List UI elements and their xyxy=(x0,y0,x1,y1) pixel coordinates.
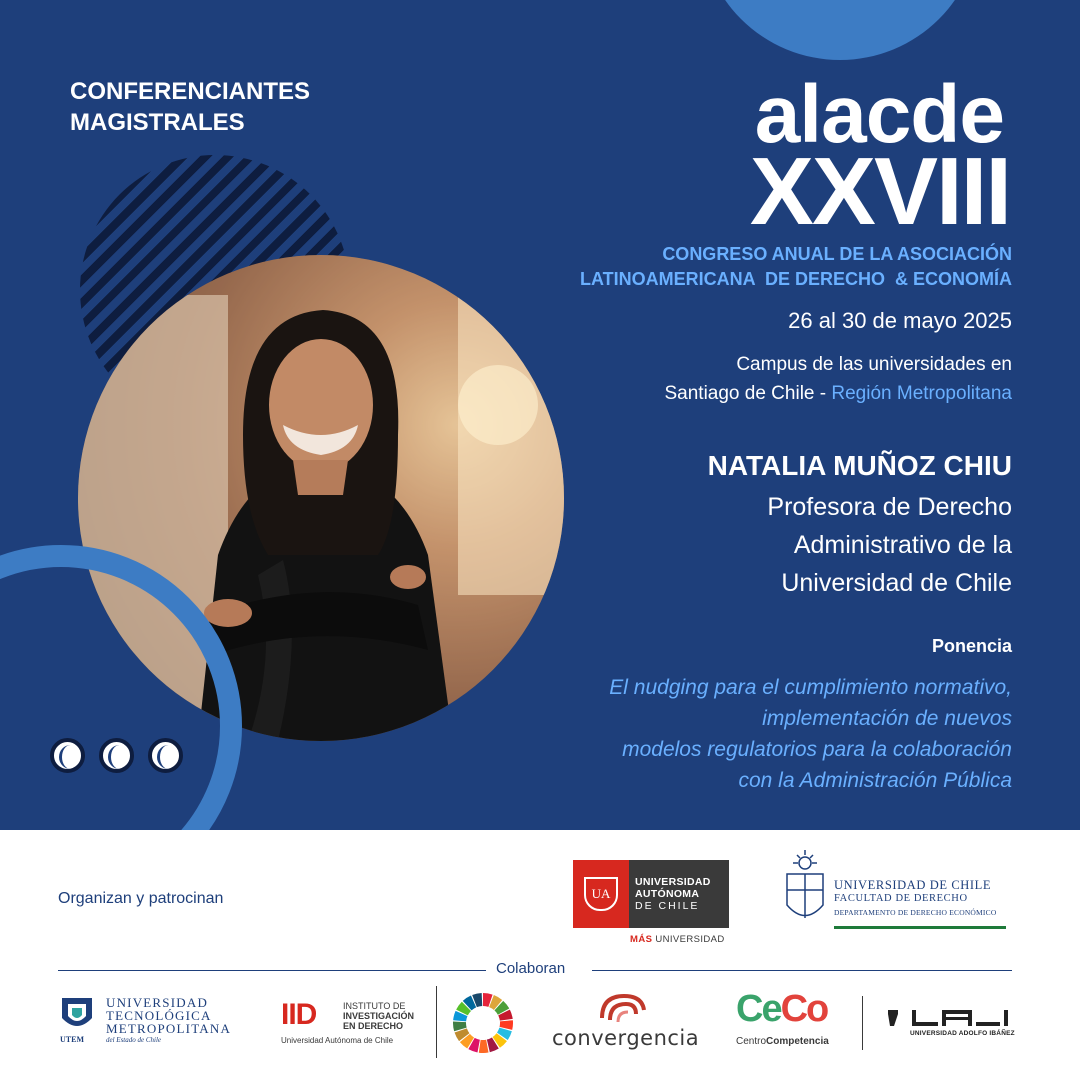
collaborators-label: Colaboran xyxy=(492,960,569,977)
collaborators-divider-right xyxy=(592,970,1012,971)
congress-title-line2: LATINOAMERICANA DE DERECHO & ECONOMÍA xyxy=(580,269,1012,289)
brand-edition: XXVIII xyxy=(749,138,1010,245)
section-label-line2: MAGISTRALES xyxy=(70,109,245,136)
ua-seal-icon xyxy=(573,860,629,928)
speaker-role-line3: Universidad de Chile xyxy=(781,569,1012,597)
sdg-wheel-icon xyxy=(453,993,513,1053)
speaker-role xyxy=(592,488,1012,602)
iid-caption: Universidad Autónoma de Chile xyxy=(281,1036,394,1045)
location-line1: Campus de las universidades en xyxy=(736,354,1012,375)
iid-line1: INSTITUTO DE xyxy=(343,1001,406,1011)
section-label xyxy=(70,76,370,138)
ua-wordmark-line1: UNIVERSIDAD xyxy=(635,876,711,888)
utem-wordmark xyxy=(106,996,231,1035)
utem-shield-icon xyxy=(60,996,94,1034)
iid-logo xyxy=(281,998,431,1046)
ceco-mark xyxy=(736,988,827,1031)
congress-title-line1: CONGRESO ANUAL DE LA ASOCIACIÓN xyxy=(662,244,1012,264)
uai-mark-icon xyxy=(886,1006,1016,1030)
speaker-name: NATALIA MUÑOZ CHIU xyxy=(707,450,1012,481)
location-line2 xyxy=(512,379,1012,408)
uai-caption: UNIVERSIDAD ADOLFO IBÁÑEZ xyxy=(910,1030,1015,1037)
talk-title-line4: con la Administración Pública xyxy=(738,769,1012,792)
location-city: Santiago de Chile - xyxy=(664,383,832,404)
sponsors-panel xyxy=(0,830,1080,1080)
ua-wordmark xyxy=(629,860,729,928)
ua-seal-text: UA xyxy=(584,877,618,911)
ceco-caption-prefix: Centro xyxy=(736,1036,767,1047)
logo-separator xyxy=(862,996,863,1050)
carousel-dots xyxy=(50,738,183,773)
ceco-caption-bold: Competencia xyxy=(766,1036,829,1047)
uchile-wordmark xyxy=(834,878,996,920)
uchile-logo xyxy=(782,850,1022,934)
ceco-mark-green: Ce xyxy=(736,988,781,1030)
decorative-dot-icon xyxy=(99,738,134,773)
iid-wordmark xyxy=(343,1001,414,1031)
convergencia-logo xyxy=(552,988,700,1054)
collaborators-divider-left xyxy=(58,970,486,971)
ua-wordmark-line2: AUTÓNOMA xyxy=(635,888,700,900)
logo-separator xyxy=(436,986,437,1058)
ua-tagline-rest: UNIVERSIDAD xyxy=(652,934,725,945)
talk-title-line2: implementación de nuevos xyxy=(762,707,1012,730)
brand-name: alacde xyxy=(754,69,1004,160)
uchile-crest-icon xyxy=(784,850,826,930)
decorative-dot-icon xyxy=(50,738,85,773)
utem-line2: TECNOLÓGICA xyxy=(106,1008,212,1023)
iid-mark: IID xyxy=(281,998,317,1031)
utem-logo xyxy=(60,996,250,1046)
event-location xyxy=(512,350,1012,408)
uchile-line3: DEPARTAMENTO DE DERECHO ECONÓMICO xyxy=(834,908,997,917)
uchile-line1: UNIVERSIDAD DE CHILE xyxy=(834,878,992,892)
ceco-logo xyxy=(736,988,840,1054)
congress-title xyxy=(492,242,1012,292)
talk-title xyxy=(472,672,1012,796)
decorative-top-circle xyxy=(700,0,980,60)
organizers-label: Organizan y patrocinan xyxy=(58,890,224,907)
ua-logo xyxy=(573,860,729,928)
ceco-mark-red: Co xyxy=(780,988,828,1030)
speaker-role-line2: Administrativo de la xyxy=(793,531,1012,559)
utem-sub: del Estado de Chile xyxy=(106,1036,162,1044)
talk-label: Ponencia xyxy=(931,636,1012,656)
talk-title-line3: modelos regulatorios para la colaboración xyxy=(622,738,1012,761)
decorative-dot-icon xyxy=(148,738,183,773)
iid-line2: INVESTIGACIÓN xyxy=(343,1011,415,1021)
convergencia-wordmark: convergencia xyxy=(552,1026,700,1050)
event-dates: 26 al 30 de mayo 2025 xyxy=(788,308,1012,333)
sdg-wheel-segment xyxy=(479,1040,489,1053)
ua-tagline xyxy=(630,934,725,945)
utem-line3: METROPOLITANA xyxy=(106,1021,232,1036)
utem-caption: UTEM xyxy=(60,1035,84,1044)
uchile-underline xyxy=(834,926,1006,929)
ua-tagline-bold: MÁS xyxy=(630,934,653,945)
talk-title-line1: El nudging para el cumplimiento normativo, xyxy=(609,676,1012,699)
iid-line3: EN DERECHO xyxy=(343,1021,404,1031)
uchile-line2: FACULTAD DE DERECHO xyxy=(834,893,968,904)
ceco-caption xyxy=(736,1036,829,1047)
section-label-line1: CONFERENCIANTES xyxy=(70,78,311,105)
location-region: Región Metropolitana xyxy=(831,383,1012,404)
uai-logo xyxy=(886,1006,1016,1040)
utem-line1: UNIVERSIDAD xyxy=(106,995,209,1010)
convergencia-swirl-icon xyxy=(596,988,652,1028)
ua-wordmark-line3: DE CHILE xyxy=(635,900,700,912)
speaker-role-line1: Profesora de Derecho xyxy=(767,493,1012,521)
